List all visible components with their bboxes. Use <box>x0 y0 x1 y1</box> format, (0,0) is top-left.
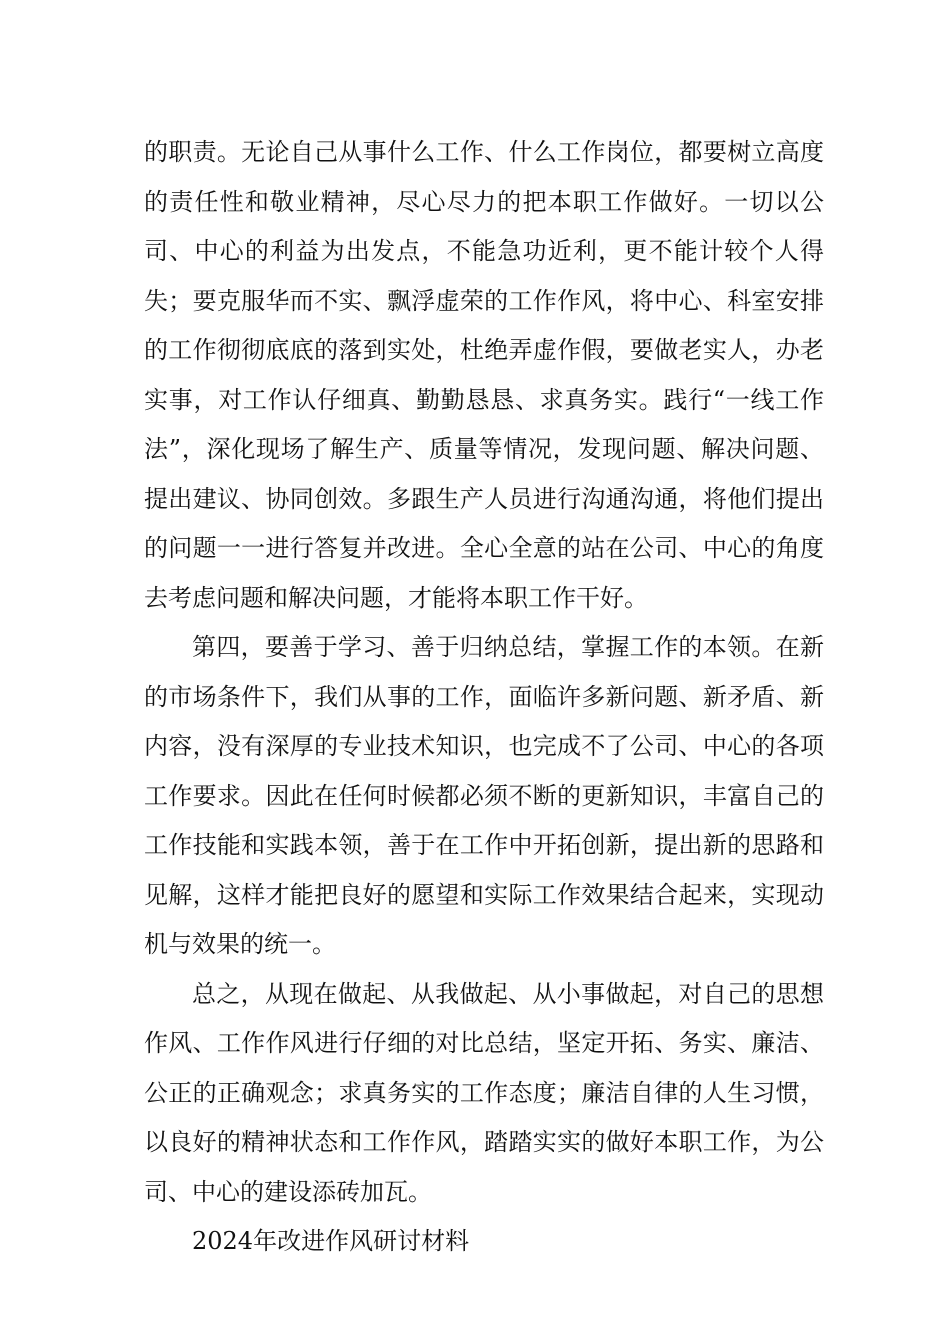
paragraph-summary: 总之，从现在做起、从我做起、从小事做起，对自己的思想作风、工作作风进行仔细的对比总结，坚定开拓、务实、廉洁、公正的正确观念；求真务实的工作态度；廉洁自律的人生习惯，以良好的精神状态和工作作风，踏踏实实的做好本职工作，为公司、中心的建设添砖加瓦。 <box>144 979 824 1206</box>
document-body <box>144 128 824 1267</box>
paragraph-continuation: 的职责。无论自己从事什么工作、什么工作岗位，都要树立高度的责任性和敬业精神，尽心尽力的把本职工作做好。一切以公司、中心的利益为出发点，不能急功近利，更不能计较个人得失；要克服华而不实、飘浮虚荣的工作作风，将中心、科室安排的工作彻彻底底的落到实处，杜绝弄虚作假，要做老实人，办老实事，对工作认仔细真、勤勤恳恳、求真务实。践行“一线工作法”，深化现场了解生产、质量等情况，发现问题、解决问题、提出建议、协同创效。多跟生产人员进行沟通沟通，将他们提出的问题一一进行答复并改进。全心全意的站在公司、中心的角度去考虑问题和解决问题，才能将本职工作干好。 <box>144 138 824 612</box>
document-title-line: 2024年改进作风研讨材料 <box>192 1227 470 1255</box>
paragraph-fourth-point: 第四，要善于学习、善于归纳总结，掌握工作的本领。在新的市场条件下，我们从事的工作，面临许多新问题、新矛盾、新内容，没有深厚的专业技术知识，也完成不了公司、中心的各项工作要求。因此在任何时候都必须不断的更新知识，丰富自己的工作技能和实践本领，善于在工作中开拓创新，提出新的思路和见解，这样才能把良好的愿望和实际工作效果结合起来，实现动机与效果的统一。 <box>144 633 824 958</box>
